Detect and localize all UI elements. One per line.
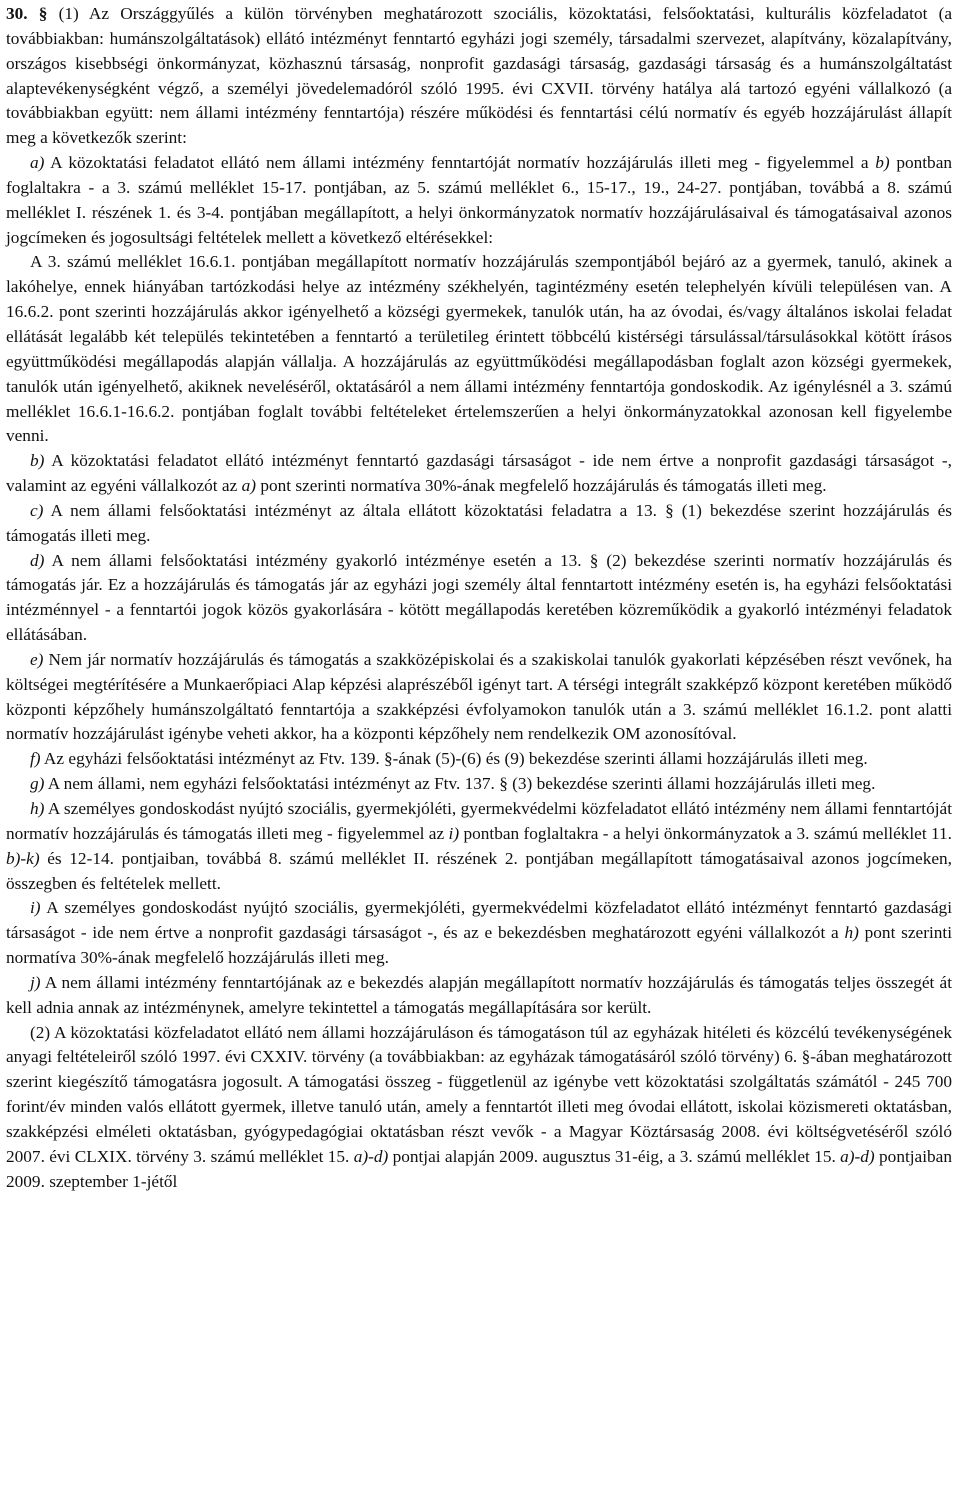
paragraph-1-text: (1) Az Országgyűlés a külön törvényben meghatározott szociális, közoktatási, felsőoktatási, kulturális közfeladatot (a továbbiakban: humánszolgáltatások) ellátó intézményt fenntartó egyházi jogi személy, társadalmi szervezet, alapítvány, közalapítvány, országos kisebbségi önkormányzat, közhasznú társaság, nonprofit gazdasági társaság, gazdasági társaság és a humánszolgáltatást alaptevékenységként végző, a személyi jövedelemadóról szóló 1995. évi CXVII. törvény hatálya alá tartozó egyéni vállalkozó (a továbbiakban együtt: nem állami intézmény fenntartója) részére működési és fenntartási célú normatív és egyéb hozzájárulást állapít meg a következők szerint:: [6, 4, 952, 148]
point-h-label: h): [30, 799, 45, 818]
point-a-text-2: pontban foglaltakra - a 3. számú melléklet 15-17. pontjában, az 5. számú melléklet 6., 15-17., 19., 24-27. pontjában, továbbá a 8. számú melléklet I. részének 1. és 3-4. pontjában megállapított, a helyi önkormányzatok normatív hozzájárulásaival és támogatásaival azonos jogcímeken és jogosultsági feltételek mellett a következő eltérésekkel:: [6, 153, 952, 247]
paragraph-2-ref-1: a)-d): [353, 1146, 389, 1166]
point-c-text: A nem állami felsőoktatási intézményt az általa ellátott közoktatási feladatra a 13. § (1) bekezdése szerint hozzájárulás és támogatás illeti meg.: [6, 500, 952, 545]
paragraph-2-text-1: (2) A közoktatási közfeladatot ellátó nem állami hozzájáruláson és támogatáson túl az egyházak hitéleti és közcélú tevékenységének anyagi feltételeiről szóló 1997. évi CXXIV. törvény (a továbbiakban: az egyházak támogatásáról szóló törvény) 6. §-ában meghatározott szerint kiegészítő támogatásra jogosult. A támogatási összeg - függetlenül az igénybe vett közoktatási szolgáltatás számától - 245 700 forint/év minden valós ellátott gyermek, illetve tanuló után, amely a fenntartót illeti meg óvodai ellátott, iskolai közismereti oktatásban, szakképzési elméleti oktatásban, gyógypedagógiai oktatásban részt vevők - a Magyar Köztársaság 2008. évi költségvetéséről szóló 2007. évi CLXIX. törvény 3. számú melléklet 15.: [6, 1022, 952, 1166]
point-f-label: f): [30, 749, 41, 769]
point-i-text-1: A személyes gondoskodást nyújtó szociális, gyermekjóléti, gyermekvédelmi közfeladatot ellátó intézményt fenntartó gazdasági társaságot - ide nem értve a nonprofit gazdasági társaságot -, és az e bekezdésben meghatározott egyéni vállalkozót a: [6, 898, 952, 943]
point-a: [6, 151, 952, 250]
point-i-ref: h): [844, 923, 859, 943]
point-b-label: b): [30, 451, 45, 471]
point-i-label: i): [30, 898, 41, 918]
point-a-subparagraph: A 3. számú melléklet 16.6.1. pontjában megállapított normatív hozzájárulás szempontjából bejáró az a gyermek, tanuló, akinek a lakóhelye, ennek hiányában tartózkodási helye az intézmény székhelyén, tagintézmény esetén telephelyén kívüli településen van. A 16.6.2. pont szerinti hozzájárulás akkor igényelhető a községi gyermekek, tanulók után, ha az óvodai, és/vagy általános iskolai feladat ellátását legalább két település tekintetében a fenntartó a területileg érintett többcélú kistérségi társulással/társulásokkal kötött írásos együttműködési megállapodás alapján vállalja. A hozzájárulás az együttműködési megállapodásban foglalt azon községi gyermekek, tanulók után igényelhető, akiknek neveléséről, oktatásáról a nem állami intézmény fenntartója gondoskodik. Az igénylésnél a 3. számú melléklet 16.6.1-16.6.2. pontjában foglalt további feltételeket értelemszerűen a helyi önkormányzatokkal azonosan kell figyelembe venni.: [6, 252, 952, 446]
point-b: [6, 449, 952, 499]
point-b-text-2: pont szerinti normatíva 30%-ának megfelelő hozzájárulás és támogatás illeti meg.: [256, 476, 827, 496]
point-e-text: Nem jár normatív hozzájárulás és támogatás a szakközépiskolai és a szakiskolai tanulók gyakorlati képzésében részt vevőnek, ha költségei megtérítésére a Munkaerőpiaci Alap képzési alaprészéből igényt tart. A térségi integrált szakképző központ keretében működő központi képzőhely humánszolgáltató fenntartója a szakképzési évfolyamokon tanulók után a 3. számú melléklet 16.1.2. pont alatti normatív hozzájárulást igénybe veheti akkor, ha a központi képzőhely nem rendelkezik OM azonosítóval.: [6, 649, 952, 744]
point-b-ref: a): [241, 476, 256, 496]
point-d-label: d): [30, 550, 45, 570]
point-a-text-1: A közoktatási feladatot ellátó nem állami intézmény fenntartóját normatív hozzájárulás illeti meg - figyelemmel a: [44, 153, 876, 173]
paragraph-2-text-2: pontjai alapján 2009. augusztus 31-éig, a 3. számú melléklet 15.: [388, 1146, 841, 1166]
point-d: [6, 549, 952, 648]
point-g: [6, 772, 952, 797]
point-c: [6, 499, 952, 549]
point-h-ref-1: i): [448, 823, 460, 843]
point-e-label: e): [30, 649, 44, 669]
paragraph-2-text-3: pontjaiban 2009. szeptember 1-jétől: [6, 1146, 952, 1191]
point-f-text: Az egyházi felsőoktatási intézményt az Ftv. 139. §-ának (5)-(6) és (9) bekezdése szerinti állami hozzájárulás illeti meg.: [40, 749, 868, 769]
paragraph-2-ref-2: a)-d): [840, 1146, 875, 1166]
paragraph-1: [6, 2, 952, 151]
point-c-label: c): [30, 500, 44, 520]
point-j-label: j): [30, 972, 41, 992]
point-j: [6, 971, 952, 1021]
point-d-text: A nem állami felsőoktatási intézmény gyakorló intézménye esetén a 13. § (2) bekezdése szerinti normatív hozzájárulás és támogatás jár. Ez a hozzájárulás és támogatás jár az egyházi jogi személy által fenntartott intézmény esetén is, ha egyházi felsőoktatási intézménnyel - a fenntartói jogok közös gyakorlására - kötött megállapodás keretében közreműködik a gyakorló intézményi feladatok ellátásában.: [6, 550, 952, 645]
point-h-text-1: A személyes gondoskodást nyújtó szociális, gyermekjóléti, gyermekvédelmi közfeladatot ellátó intézmény nem állami fenntartóját normatív hozzájárulás és támogatás illeti meg - figyelemmel az: [6, 799, 952, 843]
paragraph-2: [6, 1021, 952, 1195]
point-i-text-2: pont szerinti normatíva 30%-ának megfelelő hozzájárulás illeti meg.: [6, 923, 953, 968]
point-h-ref-2: b)-k): [6, 848, 40, 868]
point-g-label: g): [30, 774, 45, 794]
section-sign: §: [38, 4, 48, 23]
point-f: [6, 747, 952, 772]
point-b-text-1: A közoktatási feladatot ellátó intézményt fenntartó gazdasági társaságot - ide nem értve a nonprofit gazdasági társaságot -, valamint az egyéni vállalkozót az: [6, 451, 952, 496]
point-h-text-2: pontban foglaltakra - a helyi önkormányzatok a 3. számú melléklet 11.: [459, 823, 952, 843]
point-a-label: a): [30, 153, 45, 173]
section-number: 30.: [6, 4, 28, 23]
point-a-ref: b): [875, 153, 890, 173]
point-e: [6, 648, 952, 747]
point-i: [6, 896, 952, 971]
point-g-text: A nem állami, nem egyházi felsőoktatási intézményt az Ftv. 137. § (3) bekezdése szerinti állami hozzájárulás illeti meg.: [44, 774, 876, 794]
point-h-text-3: és 12-14. pontjaiban, továbbá 8. számú melléklet II. részének 2. pontjában megállapított támogatásaival azonos jogcímeken, összegben és feltételek mellett.: [6, 848, 952, 893]
point-j-text: A nem állami intézmény fenntartójának az e bekezdés alapján megállapított normatív hozzájárulás és támogatás teljes összegét át kell adnia annak az intézménynek, amelyre tekintettel a támogatás megállapítására sor került.: [6, 972, 952, 1017]
point-h: [6, 797, 952, 896]
